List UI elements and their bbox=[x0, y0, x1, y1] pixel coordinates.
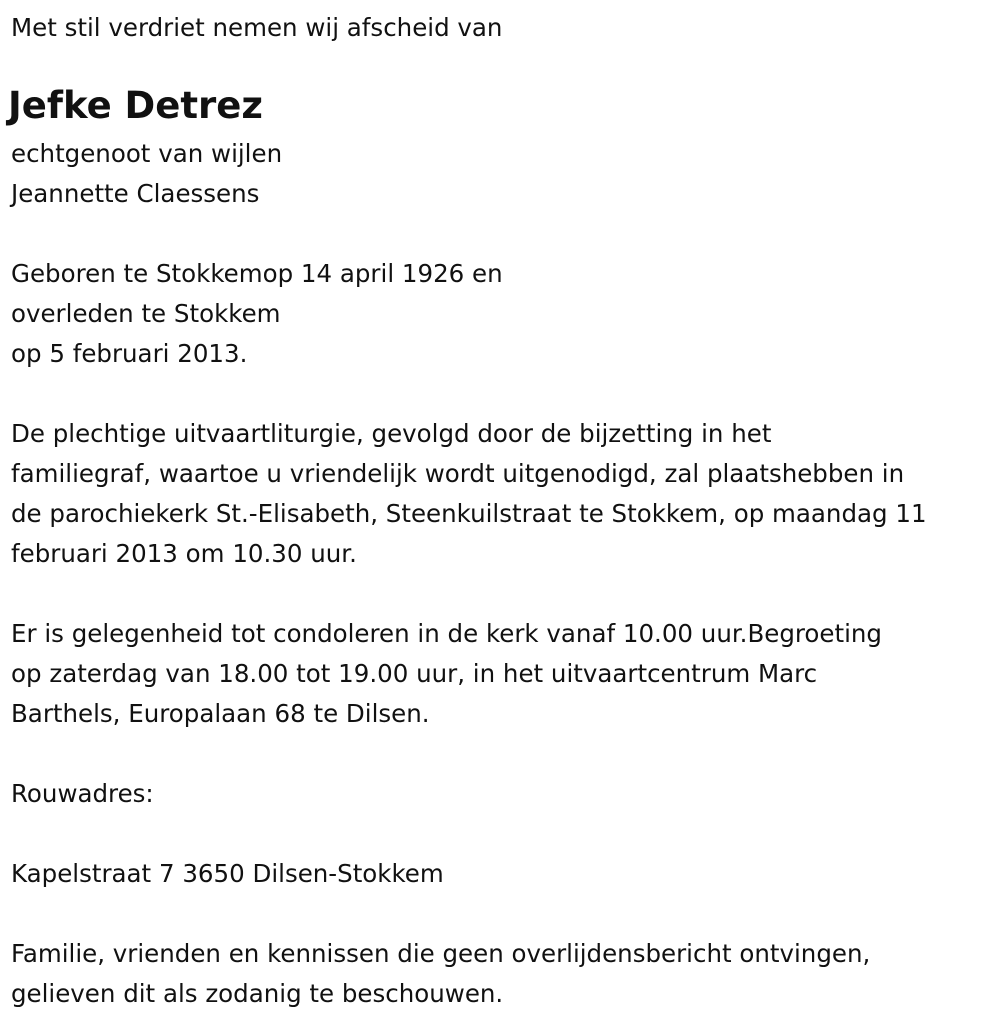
address-text: Kapelstraat 7 3650 Dilsen-Stokkem bbox=[11, 859, 444, 888]
closing-section bbox=[11, 934, 996, 1014]
spouse-line: echtgenoot van wijlen bbox=[11, 139, 283, 168]
condolence-section bbox=[11, 614, 996, 734]
spouse-line: Jeannette Claessens bbox=[11, 179, 260, 208]
closing-line: gelieven dit als zodanig te beschouwen. bbox=[11, 979, 504, 1008]
funeral-line: februari 2013 om 10.30 uur. bbox=[11, 539, 357, 568]
birth-death-line: Geboren te Stokkemop 14 april 1926 en bbox=[11, 259, 503, 288]
rouwadres-label: Rouwadres: bbox=[11, 779, 154, 808]
funeral-section bbox=[11, 414, 996, 574]
closing-line: Familie, vrienden en kennissen die geen overlijdensbericht ontvingen, bbox=[11, 939, 871, 968]
intro-text: Met stil verdriet nemen wij afscheid van bbox=[11, 13, 503, 42]
birth-death-line: overleden te Stokkem bbox=[11, 299, 281, 328]
condolence-line: op zaterdag van 18.00 tot 19.00 uur, in het uitvaartcentrum Marc bbox=[11, 659, 818, 688]
birth-death-section bbox=[11, 254, 996, 374]
deceased-name: Jefke Detrez bbox=[8, 84, 263, 127]
funeral-line: De plechtige uitvaartliturgie, gevolgd door de bijzetting in het bbox=[11, 419, 772, 448]
condolence-line: Er is gelegenheid tot condoleren in de kerk vanaf 10.00 uur.Begroeting bbox=[11, 619, 882, 648]
birth-death-line: op 5 februari 2013. bbox=[11, 339, 248, 368]
funeral-line: de parochiekerk St.-Elisabeth, Steenkuilstraat te Stokkem, op maandag 11 bbox=[11, 499, 927, 528]
condolence-line: Barthels, Europalaan 68 te Dilsen. bbox=[11, 699, 430, 728]
spouse-section bbox=[11, 134, 996, 214]
funeral-line: familiegraf, waartoe u vriendelijk wordt uitgenodigd, zal plaatshebben in bbox=[11, 459, 905, 488]
